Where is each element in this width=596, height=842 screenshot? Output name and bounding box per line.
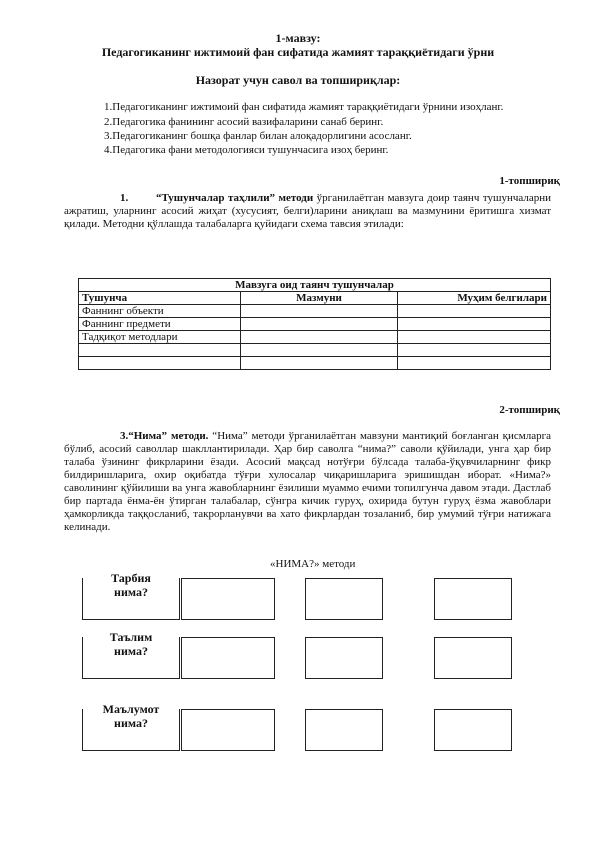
- task1-body: ўрганилаётган мавзуга доир таянч тушунчаларни ажратиш, уларнинг асосий жиҳат (хусусият, белги)ларини аниқлаш ва мазмунини ёритишга хизмат қилади. Методни қўллашда талабаларга қуйидаги схема тавсия этилади:: [64, 192, 551, 230]
- concepts-table-title: Мавзуга оид таянч тушунчалар: [79, 279, 551, 292]
- answer-box: [305, 578, 383, 620]
- table-cell: Тадқиқот методлари: [79, 331, 241, 344]
- table-cell: [398, 344, 551, 357]
- table-header-content: Мазмуни: [241, 292, 398, 305]
- answer-box: [434, 637, 512, 679]
- nima-row-label-knowledge: [82, 702, 180, 751]
- answer-box: [434, 709, 512, 751]
- table-cell: [241, 318, 398, 331]
- answer-box: [434, 578, 512, 620]
- table-row: [79, 305, 551, 318]
- task1-paragraph: [64, 192, 551, 231]
- table-row: [79, 331, 551, 344]
- table-row: [79, 357, 551, 370]
- row-label-line2: нима?: [114, 644, 148, 658]
- answer-box: [181, 709, 275, 751]
- nima-row-label-education: [82, 630, 180, 679]
- questions-heading: Назорат учун савол ва топшириқлар:: [195, 73, 401, 87]
- table-cell: [398, 357, 551, 370]
- concepts-table: [78, 278, 551, 370]
- question-3: 3.Педагогиканинг бошқа фанлар билан алоқадорлигини асосланг.: [104, 130, 412, 142]
- task2-label: 2-топшириқ: [499, 404, 560, 416]
- task2-paragraph: [64, 430, 551, 534]
- nima-diagram-caption: «НИМА?» методи: [270, 558, 356, 570]
- table-cell: [398, 305, 551, 318]
- table-header-features: Муҳим белгилари: [398, 292, 551, 305]
- task1-label: 1-топшириқ: [499, 175, 560, 187]
- table-cell: [241, 357, 398, 370]
- answer-box: [181, 637, 275, 679]
- table-cell: [79, 357, 241, 370]
- answer-box: [305, 637, 383, 679]
- table-cell: [398, 331, 551, 344]
- question-1: 1.Педагогиканинг ижтимоий фан сифатида жамият тараққиётидаги ўрнини изоҳланг.: [104, 101, 504, 113]
- table-cell: [241, 305, 398, 318]
- task2-method-name: 3.“Нима” методи.: [120, 430, 209, 442]
- topic-number: 1-мавзу:: [275, 31, 321, 45]
- row-label-line2: нима?: [114, 585, 148, 599]
- question-4: 4.Педагогика фани методологияси тушунчасига изоҳ беринг.: [104, 144, 389, 156]
- table-cell: [398, 318, 551, 331]
- row-label-line1: Маълумот: [83, 703, 179, 716]
- table-cell: Фаннинг объекти: [79, 305, 241, 318]
- table-row: [79, 344, 551, 357]
- task1-method-name: “Тушунчалар таҳлили” методи: [156, 192, 314, 204]
- table-row: [79, 318, 551, 331]
- table-cell: [241, 344, 398, 357]
- topic-title: Педагогиканинг ижтимоий фан сифатида жамият тараққиётидаги ўрни: [101, 45, 495, 59]
- table-cell: [79, 344, 241, 357]
- answer-box: [181, 578, 275, 620]
- answer-box: [305, 709, 383, 751]
- question-2: 2.Педагогика фанининг асосий вазифаларини санаб беринг.: [104, 116, 384, 128]
- table-cell: Фаннинг предмети: [79, 318, 241, 331]
- task1-number: 1.: [120, 192, 129, 204]
- table-cell: [241, 331, 398, 344]
- table-header-concept: Тушунча: [79, 292, 241, 305]
- row-label-line1: Тарбия: [83, 572, 179, 585]
- row-label-line2: нима?: [114, 716, 148, 730]
- task2-body: “Нима” методи ўрганилаётган мавзуни мантиқий боғланган қисмларга бўлиб, асосий саволлар шакллантирилади. Ҳар бир саволга “нима?” саволи қўйилади, унга ҳар бир талаба ўзининг фикрларини ёзади. Асосий мақсад нотўғри бўлсада талаба-ўқувчиларнинг фикр билдиришларига, охир оқибатда тўғри хулосалар чиқаришларига эришишдан иборат. «Нима?» саволининг қўйилиши ва унга жавобларнинг ёзилиши муаммо ечими топилгунча давом этади. Дастлаб бир партада ёнма-ён ўтирган талабалар, сўнгра кичик гуруҳ, охирида бутун гуруҳ ёзма жавоблари ҳамкорликда таққосланиб, такрорланувчи ва хато фикрлардан тозаланиб, бир умумий тўғри натижага келинади.: [64, 430, 551, 533]
- row-label-line1: Таълим: [83, 631, 179, 644]
- nima-row-label-upbringing: [82, 571, 180, 620]
